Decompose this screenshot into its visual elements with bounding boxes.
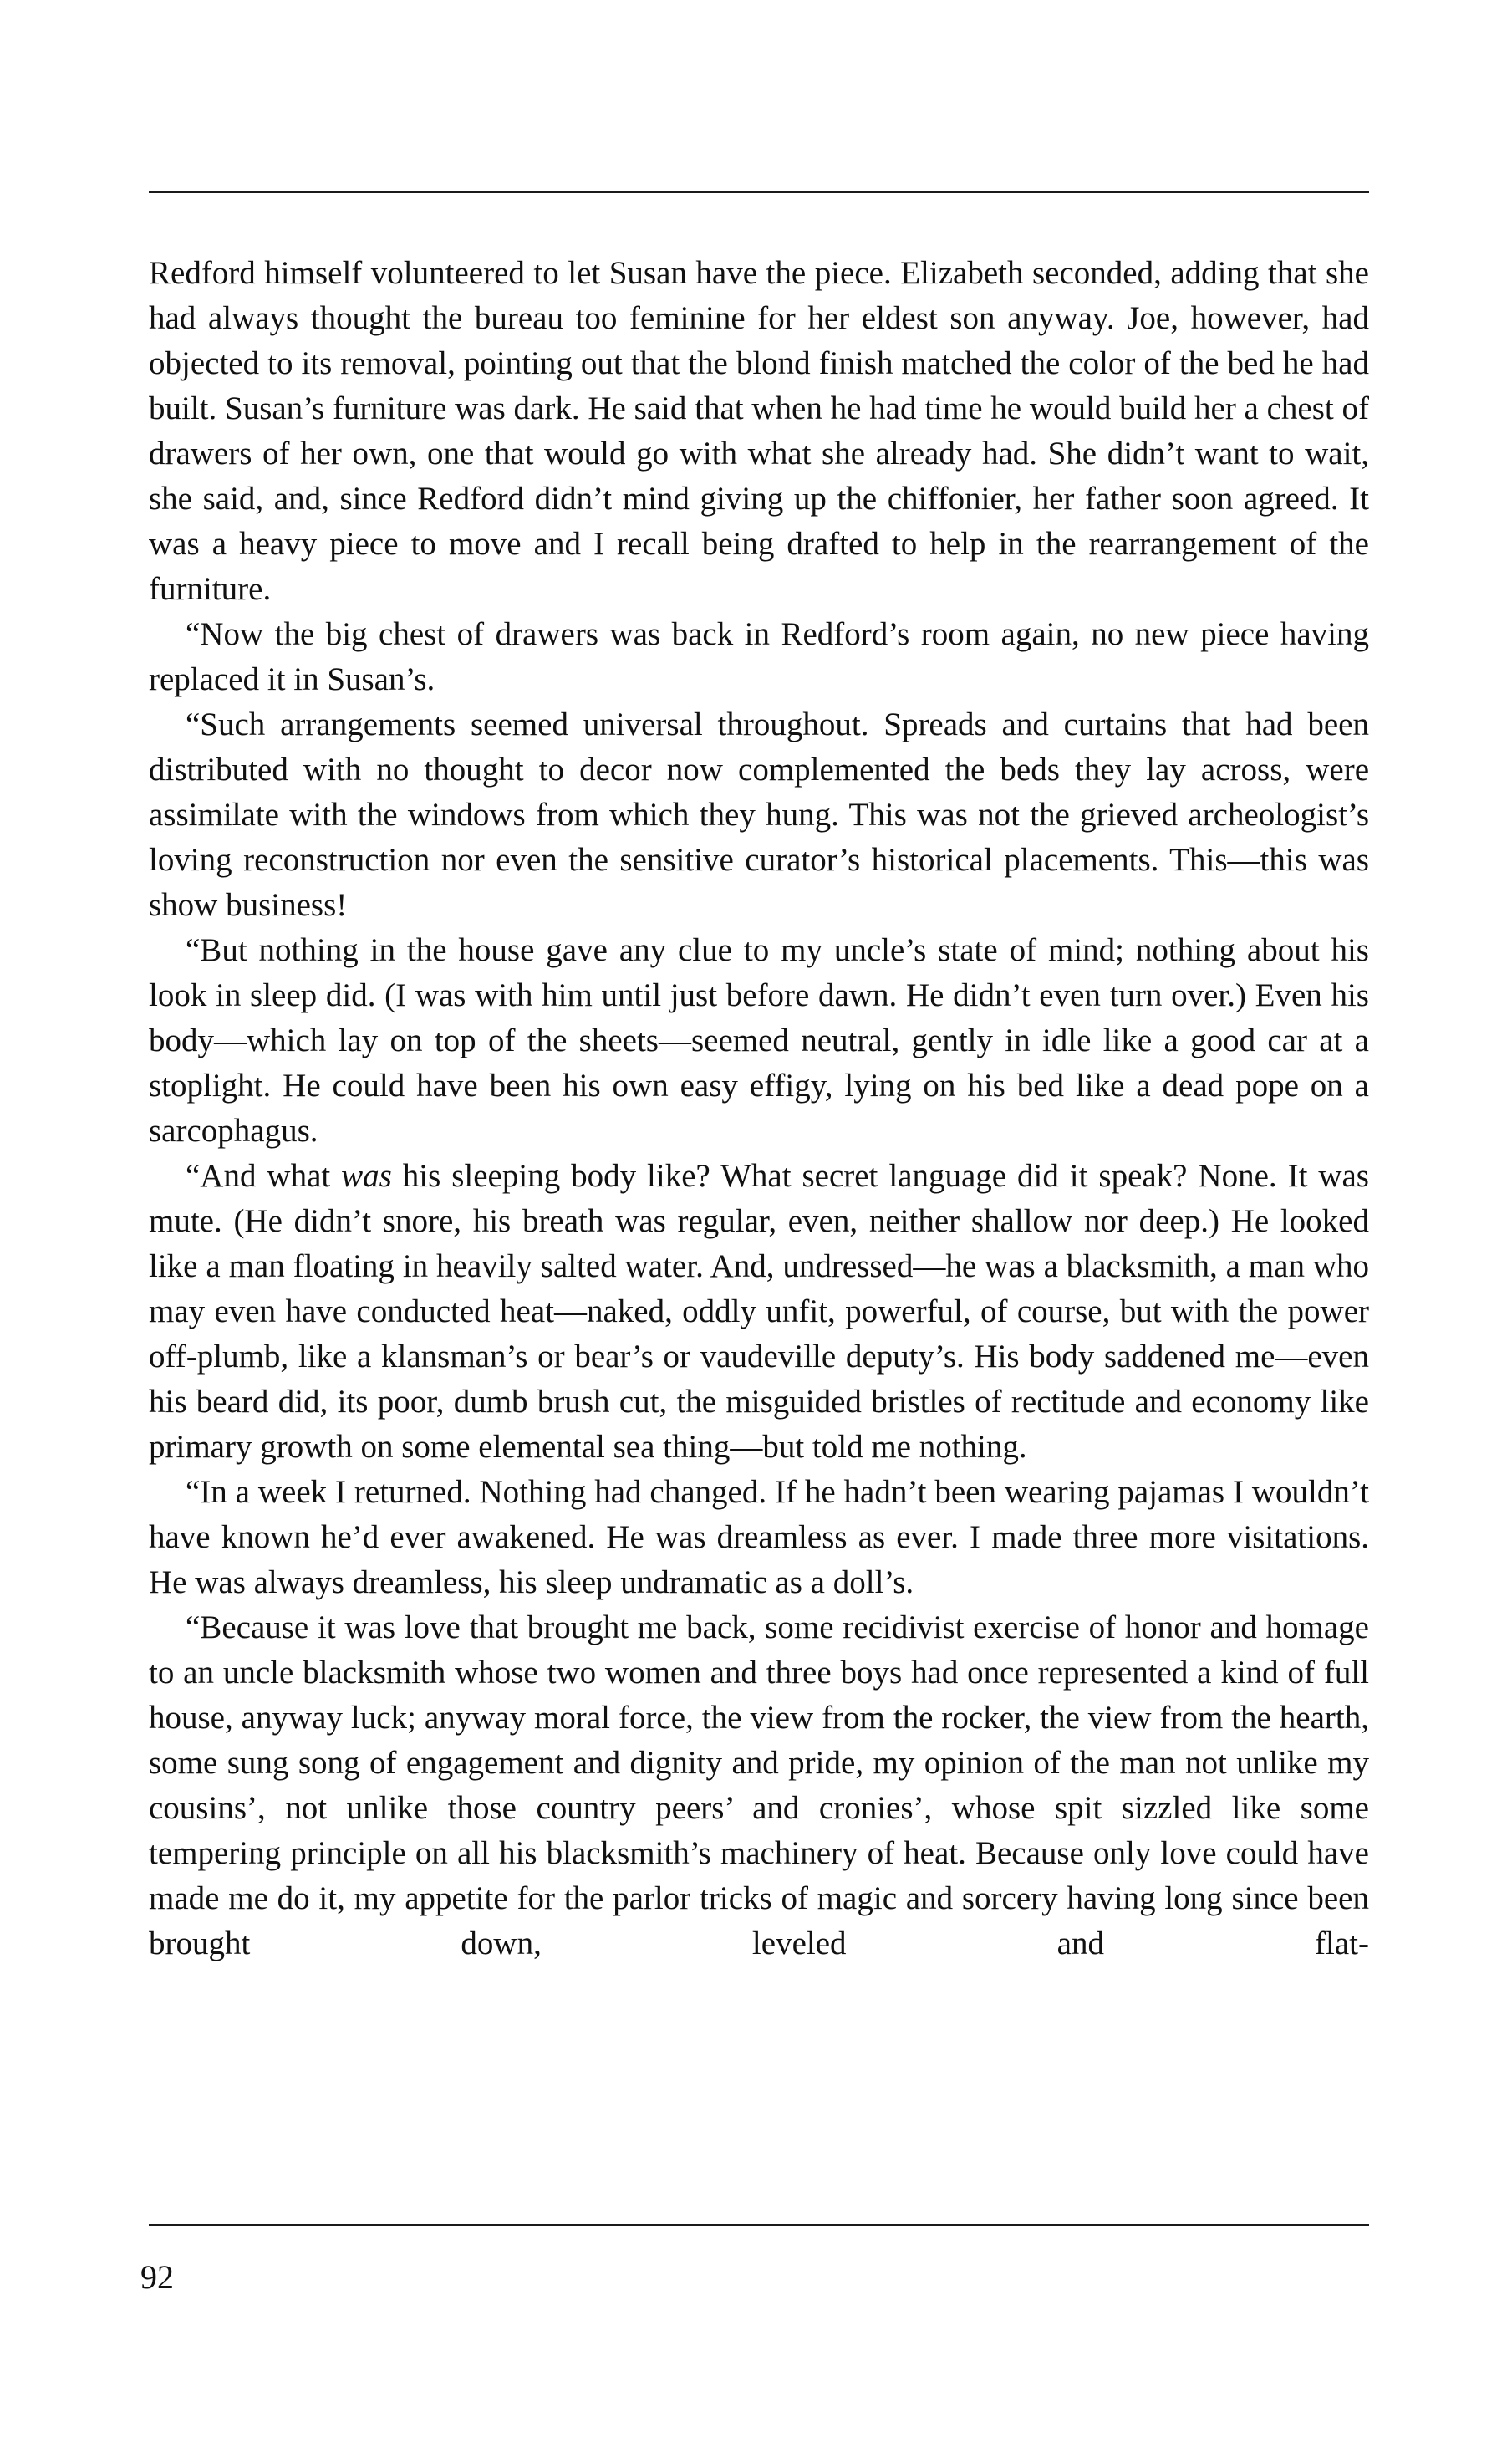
paragraph: “But nothing in the house gave any clue to my uncle’s state of mind; nothing about his look in sleep did. (I was with him until just before dawn. He didn’t even turn over.) Even his body—which lay on top of the sheets—seemed neutral, gently in idle like a good car at a stoplight. He could have been his own easy effigy, lying on his bed like a dead pope on a sarcophagus.	[149, 932, 1369, 1149]
emphasized-word: was	[341, 1158, 392, 1194]
paragraph-text: “And what	[186, 1158, 342, 1194]
body-text	[149, 251, 1369, 1966]
paragraph: “Because it was love that brought me back, some recidivist exercise of honor and homage to an uncle blacksmith whose two women and three boys had once represented a kind of full house, anyway luck; anyway moral force, the view from the rocker, the view from the hearth, some sung song of engagement and dignity and pride, my opinion of the man not unlike my cousins’, not unlike those country peers’ and cronies’, whose spit sizzled like some tempering principle on all his blacksmith’s machinery of heat. Because only love could have made me do it, my appetite for the parlor tricks of magic and sorcery having long since been brought down, leveled and flat-	[149, 1609, 1369, 1961]
paragraph	[149, 1154, 1369, 1470]
top-rule	[149, 191, 1369, 193]
bottom-rule	[149, 2224, 1369, 2226]
paragraph: “Such arrangements seemed universal throughout. Spreads and curtains that had been distributed with no thought to decor now complemented the beds they lay across, were assimilate with the windows from which they hung. This was not the grieved archeologist’s loving reconstruction nor even the sensitive curator’s historical placements. This—this was show business!	[149, 706, 1369, 923]
paragraph: “Now the big chest of drawers was back in Redford’s room again, no new piece having replaced it in Susan’s.	[149, 616, 1369, 697]
paragraph-text: his sleeping body like? What secret language did it speak? None. It was mute. (He didn’t snore, his breath was regular, even, neither shallow nor deep.) He looked like a man floating in heavily salted water. And, undressed—he was a blacksmith, a man who may even have conducted heat—naked, oddly unfit, powerful, of course, but with the power off-plumb, like a klansman’s or bear’s or vaudeville deputy’s. His body saddened me—even his beard did, its poor, dumb brush cut, the misguided bristles of rectitude and economy like primary growth on some elemental sea thing—but told me nothing.	[149, 1158, 1369, 1465]
paragraph: Redford himself volunteered to let Susan have the piece. Elizabeth seconded, adding that she had always thought the bureau too feminine for her eldest son anyway. Joe, however, had objected to its removal, pointing out that the blond finish matched the color of the bed he had built. Susan’s furniture was dark. He said that when he had time he would build her a chest of drawers of her own, one that would go with what she already had. She didn’t want to wait, she said, and, since Redford didn’t mind giving up the chiffonier, her father soon agreed. It was a heavy piece to move and I recall being drafted to help in the rearrangement of the furniture.	[149, 255, 1369, 607]
page-number: 92	[140, 2258, 174, 2296]
paragraph: “In a week I returned. Nothing had changed. If he hadn’t been wearing pajamas I wouldn’t have known he’d ever awakened. He was dreamless as ever. I made three more visitations. He was always dreamless, his sleep undramatic as a doll’s.	[149, 1474, 1369, 1600]
